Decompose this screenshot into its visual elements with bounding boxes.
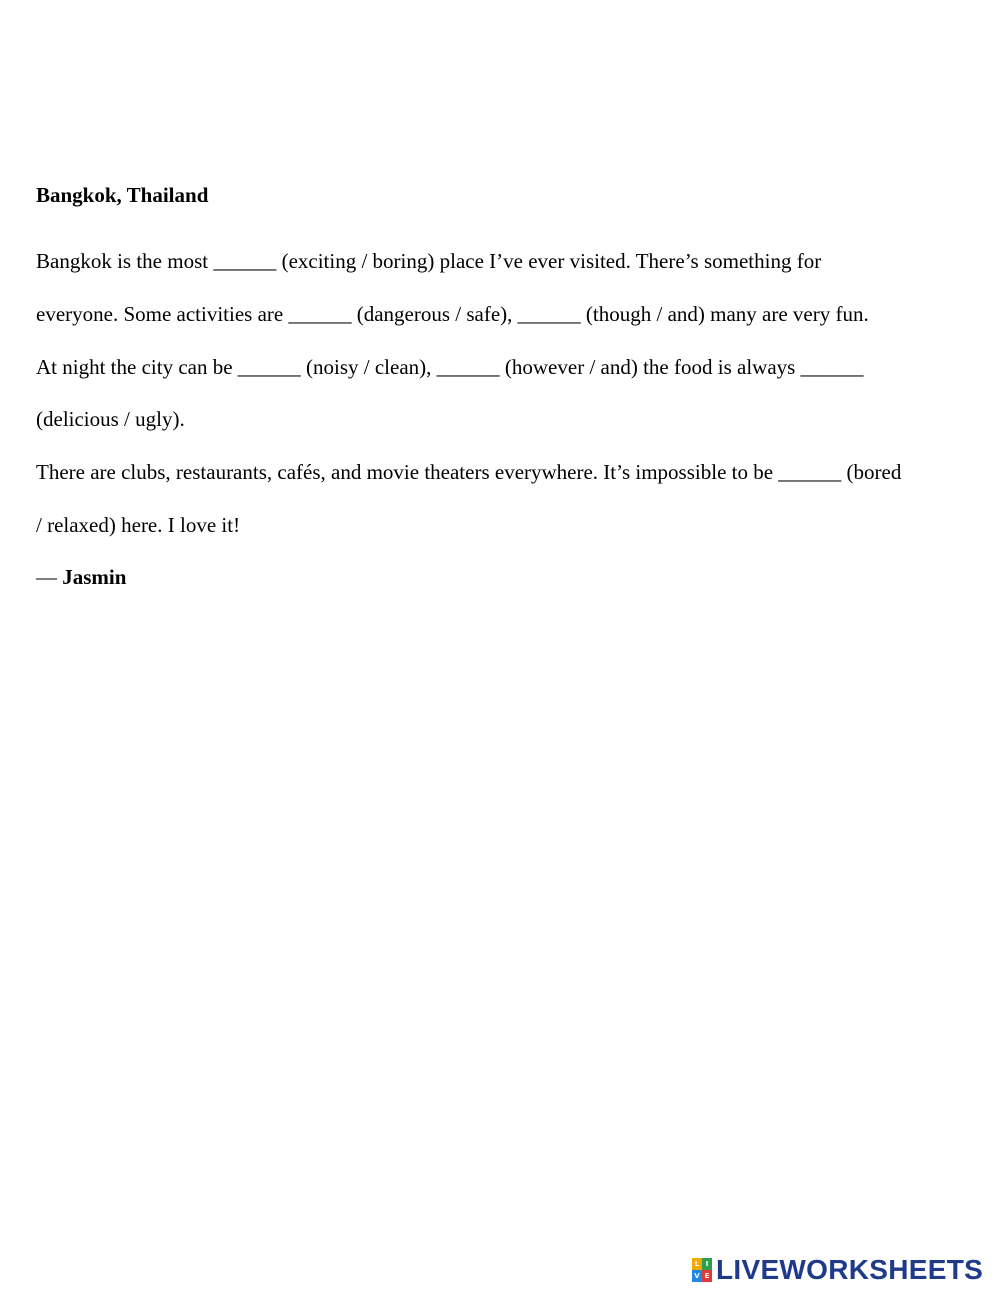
signature-dash: — xyxy=(36,565,63,589)
text-line-6: / relaxed) here. I love it! xyxy=(36,513,241,537)
logo-text: LIVEWORKSHEETS xyxy=(716,1254,984,1285)
text-line-4: (delicious / ugly). xyxy=(36,407,185,431)
logo-mark-letter: E xyxy=(702,1270,712,1282)
signature xyxy=(36,563,126,591)
document-title: Bangkok, Thailand xyxy=(36,183,209,207)
text-line-3: At night the city can be ______ (noisy / clean), ______ (however / and) the food is always ______ xyxy=(36,355,864,379)
signature-name: Jasmin xyxy=(62,565,127,589)
text-line-2: everyone. Some activities are ______ (dangerous / safe), ______ (though / and) many are very fun. xyxy=(36,302,869,326)
text-line-5: There are clubs, restaurants, cafés, and movie theaters everywhere. It’s impossible to be ______ (bored xyxy=(36,460,902,484)
logo-mark-letter: V xyxy=(692,1270,702,1282)
logo-mark-icon xyxy=(692,1258,712,1282)
liveworksheets-logo xyxy=(692,1256,983,1284)
logo-mark-letter: L xyxy=(692,1258,702,1270)
text-line-1: Bangkok is the most ______ (exciting / boring) place I’ve ever visited. There’s something for xyxy=(36,249,822,273)
logo-mark-letter: I xyxy=(702,1258,712,1270)
